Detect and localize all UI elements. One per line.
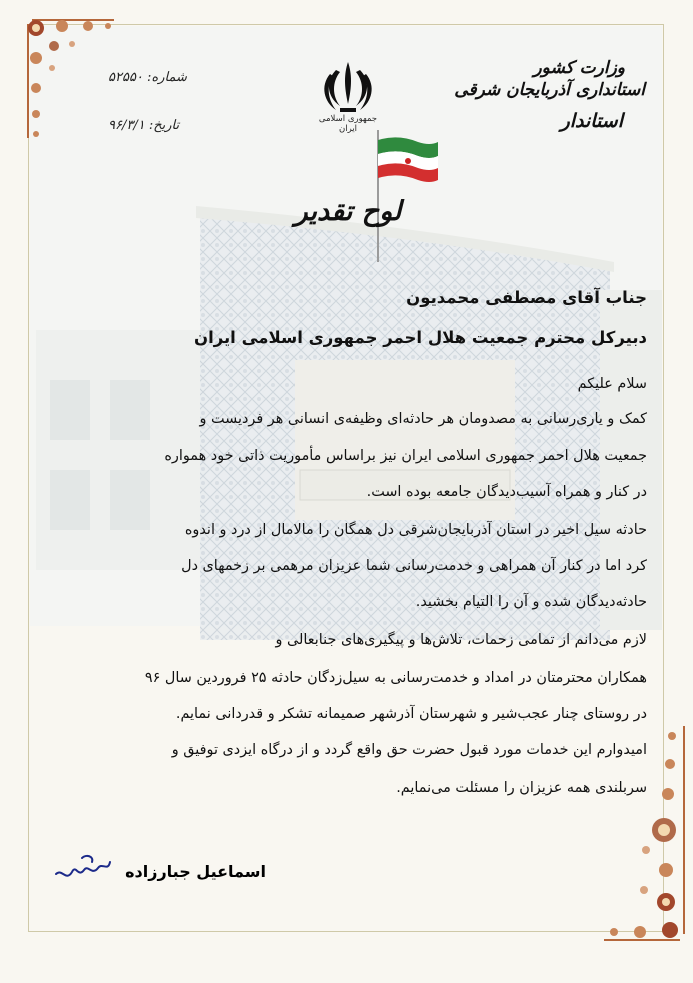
ministry-line-3: استاندار (560, 110, 623, 132)
paragraph-1-line-1: کمک و یاری‌رسانی به مصدومان هر حادثه‌ای وظیفه‌ی انسانی هر فردیست و (199, 411, 647, 427)
iran-emblem-icon (318, 56, 378, 120)
recipient-name: جناب آقای مصطفی محمدیون (406, 288, 647, 307)
handwritten-signature-icon (52, 848, 114, 888)
emblem-caption: جمهوری اسلامی ایران (318, 114, 378, 134)
ornament-top-left-icon (22, 14, 122, 144)
paragraph-3-line-1: لازم می‌دانم از تمامی زحمات، تلاش‌ها و پیگیری‌های جنابعالی و (275, 632, 647, 648)
letter-date: تاریخ: ۹۶/۳/۱ (108, 118, 180, 133)
ministry-line-2: استانداری آذربایجان شرقی (454, 80, 645, 100)
signatory-name: اسماعیل جبارزاده (125, 862, 266, 881)
paragraph-2-line-3: حادثه‌دیدگان شده و آن را التیام بخشید. (415, 594, 647, 610)
certificate-title: لوح تقدیر (294, 196, 402, 227)
paragraph-2-line-2: کرد اما در کنار آن همراهی و خدمت‌رسانی شما عزیزان مرهمی بر زخمهای دل (181, 558, 647, 574)
paragraph-3-line-2: همکاران محترمتان در امداد و خدمت‌رسانی به سیل‌زدگان حادثه ۲۵ فروردین سال ۹۶ (144, 670, 647, 686)
paragraph-1-line-3: در کنار و همراه آسیب‌دیدگان جامعه بوده است. (366, 484, 647, 500)
paragraph-1-line-2: جمعیت هلال احمر جمهوری اسلامی ایران نیز براساس مأموریت ذاتی خود همواره (164, 448, 647, 464)
paragraph-4-line-1: امیدوارم این خدمات مورد قبول حضرت حق واقع گردد و از درگاه ایزدی توفیق و (171, 742, 647, 758)
ministry-line-1: وزارت کشور (533, 58, 625, 78)
paragraph-3-line-3: در روستای چنار عجب‌شیر و شهرستان آذرشهر صمیمانه تشکر و قدردانی نمایم. (175, 706, 647, 722)
paragraph-2-line-1: حادثه سیل اخیر در استان آذربایجان‌شرقی دل همگان را مالامال از درد و اندوه (184, 522, 647, 538)
letter-number: شماره: ۵۲۵۵۰ (108, 70, 187, 85)
ministry-header (454, 58, 645, 132)
greeting: سلام علیکم (577, 376, 647, 392)
paragraph-4-line-2: سربلندی همه عزیزان را مسئلت می‌نمایم. (396, 780, 647, 796)
recipient-position: دبیرکل محترم جمعیت هلال احمر جمهوری اسلامی ایران (193, 328, 647, 347)
